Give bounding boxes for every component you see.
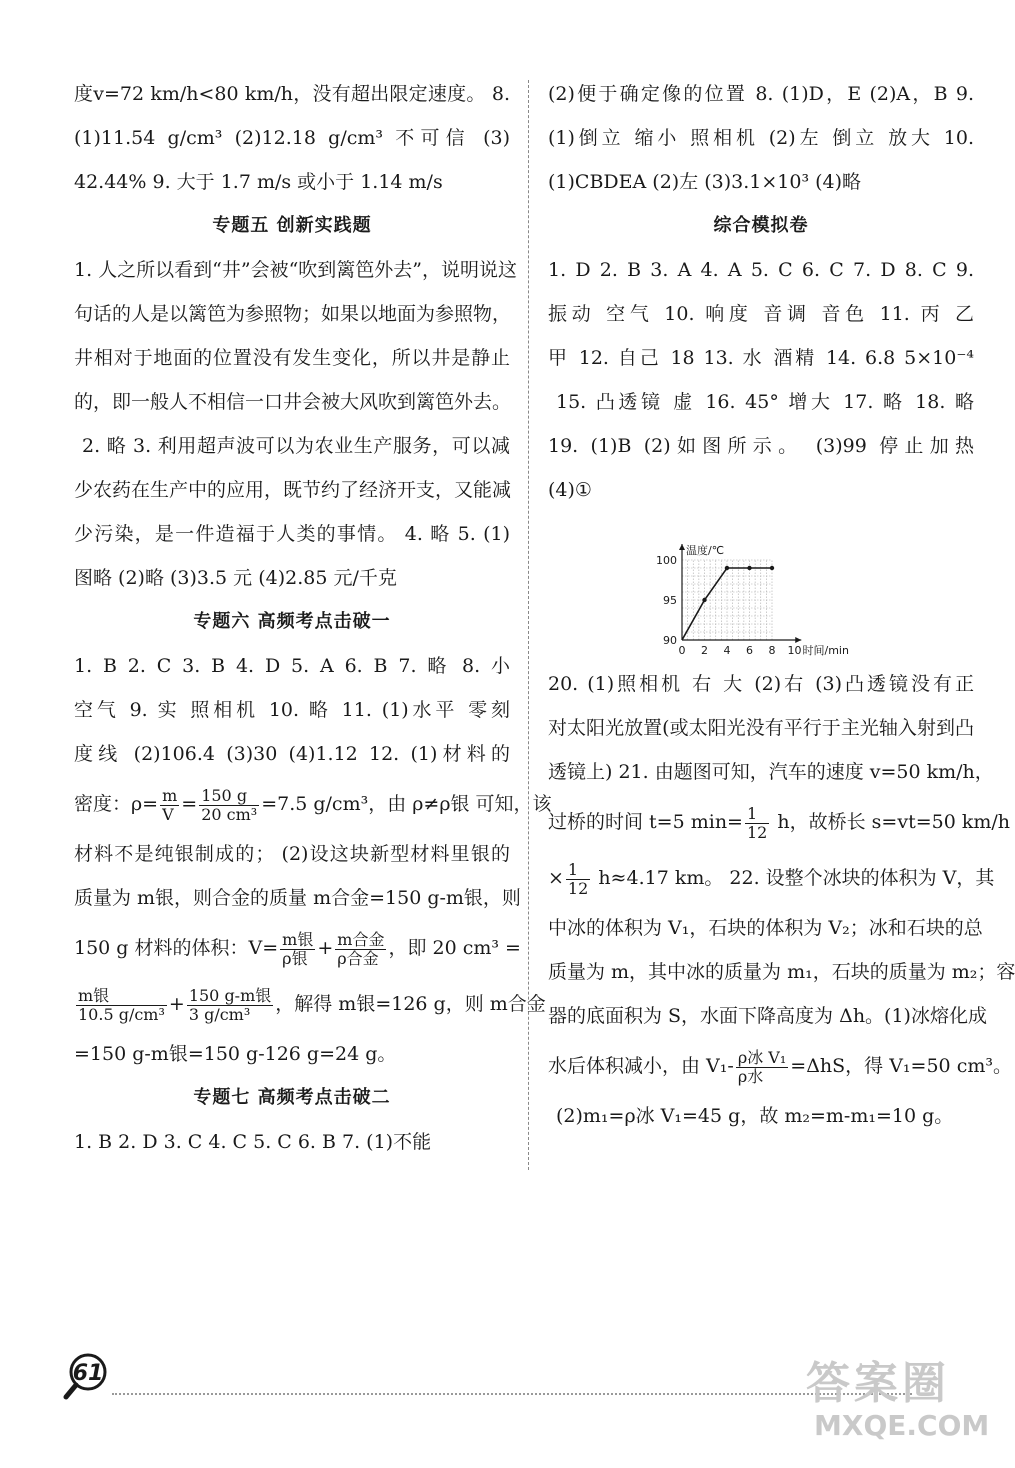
frac-den: ρ合金 bbox=[337, 948, 379, 968]
y-tick-label: 100 bbox=[656, 554, 677, 567]
left-line-c2: 度线 (2)106.4 (3)30 (4)1.12 12. (1)材料的 bbox=[74, 743, 510, 765]
right-line-c1: 对太阳光放置(或太阳光没有平行于主光轴入射到凸 bbox=[548, 717, 974, 739]
length-suffix: h≈4.17 km。 22. 设整个冰块的体积为 V，其 bbox=[592, 867, 995, 889]
fraction-1-over-12 bbox=[745, 805, 769, 842]
frac-num: m bbox=[162, 785, 178, 805]
right-line-b3: 15. 凸透镜 虚 16. 45° 增大 17. 略 18. 略 bbox=[556, 391, 974, 413]
volume-prefix: 150 g 材料的体积：V= bbox=[74, 937, 279, 959]
right-line-b0: 1. D 2. B 3. A 4. A 5. C 6. C 7. D 8. C 9. bbox=[548, 259, 974, 281]
density-prefix: 密度：ρ= bbox=[74, 793, 159, 815]
fraction-m-over-v bbox=[160, 787, 179, 824]
frac-den: 10.5 g/cm³ bbox=[78, 1004, 165, 1024]
right-line-c2: 透镜上) 21. 由题图可知，汽车的速度 v=50 km/h， bbox=[548, 761, 994, 783]
plus-sign: + bbox=[317, 937, 334, 959]
footer-rule bbox=[112, 1393, 912, 1395]
volume-formula-line bbox=[74, 920, 521, 976]
frac-num: 150 g bbox=[199, 787, 259, 806]
y-axis-arrow bbox=[679, 544, 685, 550]
density-suffix: =7.5 g/cm³，由 ρ≠ρ银 可知，该 bbox=[261, 793, 552, 815]
fraction-msilver-over-10-5 bbox=[76, 987, 167, 1024]
y-tick-label: 95 bbox=[663, 594, 677, 607]
right-line-b2: 甲 12. 自己 18 13. 水 酒精 14. 6.8 5×10⁻⁴ bbox=[548, 347, 974, 369]
column-divider bbox=[528, 80, 529, 1170]
density-formula-line bbox=[74, 776, 552, 832]
x-tick-label: 4 bbox=[723, 644, 731, 657]
right-line-d2: 器的底面积为 S，水面下降高度为 Δh。(1)冰熔化成 bbox=[548, 1005, 987, 1027]
watermark bbox=[806, 1360, 989, 1444]
left-line-d1: 质量为 m银，则合金的质量 m合金=150 g-m银，则 bbox=[74, 887, 521, 909]
section6-title: 专题六 高频考点击破一 bbox=[193, 611, 391, 632]
temperature-chart bbox=[632, 512, 974, 662]
y-axis-label: 温度/℃ bbox=[686, 544, 725, 557]
fraction-150-over-20 bbox=[199, 787, 259, 824]
melt-formula-line bbox=[548, 1038, 1012, 1094]
right-line-d0: 中冰的体积为 V₁，石块的体积为 V₂；冰和石块的总 bbox=[548, 917, 983, 939]
left-line-b4: 2. 略 3. 利用超声波可以为农业生产服务，可以减 bbox=[82, 435, 510, 457]
left-line-b1: 句话的人是以篱笆为参照物；如果以地面为参照物， bbox=[74, 303, 512, 325]
section5-title: 专题五 创新实践题 bbox=[212, 215, 372, 236]
left-line-b7: 图略 (2)略 (3)3.5 元 (4)2.85 元/千克 bbox=[74, 567, 397, 589]
density-equals: = bbox=[181, 793, 198, 815]
left-line-a2: 42.44% 9. 大于 1.7 m/s 或小于 1.14 m/s bbox=[74, 171, 443, 193]
x-tick-label: 6 bbox=[746, 644, 753, 657]
x-axis-arrow bbox=[795, 637, 801, 643]
frac-num: 1 bbox=[745, 805, 769, 824]
right-column bbox=[548, 72, 1015, 1138]
melt-suffix: =ΔhS，得 V₁=50 cm³。 bbox=[790, 1055, 1012, 1077]
x-tick-label: 10 bbox=[787, 644, 802, 657]
frac-den: ρ银 bbox=[282, 948, 308, 968]
left-line-c0: 1. B 2. C 3. B 4. D 5. A 6. B 7. 略 8. 小 bbox=[74, 655, 510, 677]
data-point bbox=[725, 566, 729, 570]
temperature-chart-svg bbox=[632, 512, 852, 662]
x-tick-label: 0 bbox=[678, 644, 686, 657]
left-line-b6: 少污染，是一件造福于人类的事情。 4. 略 5. (1) bbox=[74, 523, 510, 545]
right-line-a1: (1)倒立 缩小 照相机 (2)左 倒立 放大 10. bbox=[548, 127, 974, 149]
page-number-badge bbox=[62, 1352, 110, 1400]
time-suffix: h，故桥长 s=vt=50 km/h bbox=[771, 811, 1011, 833]
left-line-b0: 1. 人之所以看到“井”会被“吹到篱笆外去”，说明说这 bbox=[74, 259, 518, 281]
length-formula-line bbox=[548, 850, 995, 906]
data-point bbox=[702, 598, 706, 602]
left-line-d0: 材料不是纯银制成的； (2)设这块新型材料里银的 bbox=[74, 843, 510, 865]
fraction-msilver-over-rhosilver bbox=[280, 931, 315, 968]
fraction-150-minus-msilver-over-3 bbox=[187, 987, 273, 1024]
frac-den: V bbox=[162, 804, 174, 824]
right-line-b1: 振动 空气 10. 响度 音调 音色 11. 丙 乙 bbox=[548, 303, 974, 325]
mock-exam-title: 综合模拟卷 bbox=[713, 215, 809, 236]
frac-num: m银 bbox=[76, 987, 167, 1006]
right-line-b4: 19. (1)B (2)如图所示。 (3)99 停止加热 bbox=[548, 435, 974, 457]
left-column bbox=[74, 72, 552, 1164]
watermark-top: 答案圈 bbox=[806, 1358, 950, 1409]
frac-den: 20 cm³ bbox=[201, 804, 258, 824]
plus-sign: + bbox=[168, 993, 185, 1015]
fraction-1-over-12 bbox=[566, 861, 590, 898]
melt-prefix: 水后体积减小，由 V₁- bbox=[548, 1055, 734, 1077]
time-formula-line bbox=[548, 794, 1011, 850]
x-tick-label: 8 bbox=[768, 644, 776, 657]
x-tick-label: 2 bbox=[701, 644, 708, 657]
frac-den: 12 bbox=[567, 878, 589, 898]
time-prefix: 过桥的时间 t=5 min= bbox=[548, 811, 743, 833]
right-line-c0: 20. (1)照相机 右 大 (2)右 (3)凸透镜没有正 bbox=[548, 673, 974, 695]
data-point bbox=[747, 566, 751, 570]
length-prefix: × bbox=[548, 867, 564, 889]
frac-den: 3 g/cm³ bbox=[188, 1004, 251, 1024]
solve-formula-line bbox=[74, 976, 546, 1032]
left-line-a1: (1)11.54 g/cm³ (2)12.18 g/cm³ 不可信 (3) bbox=[74, 127, 510, 149]
x-axis-label: 时间/min bbox=[802, 644, 849, 657]
frac-den: 12 bbox=[746, 822, 768, 842]
watermark-bottom: MXQE.COM bbox=[814, 1409, 990, 1442]
magnifier-icon bbox=[62, 1352, 110, 1400]
data-point bbox=[770, 566, 774, 570]
right-line-a0: (2)便于确定像的位置 8. (1)D，E (2)A，B 9. bbox=[548, 83, 974, 105]
left-line-a0: 度v=72 km/h<80 km/h，没有超出限定速度。 8. bbox=[74, 83, 510, 105]
left-line-e: =150 g-m银=150 g-126 g=24 g。 bbox=[74, 1043, 397, 1065]
fraction-rhoV-over-rho bbox=[736, 1049, 788, 1086]
section7-title: 专题七 高频考点击破二 bbox=[193, 1087, 391, 1108]
left-line-f: 1. B 2. D 3. C 4. C 5. C 6. B 7. (1)不能 bbox=[74, 1131, 432, 1153]
frac-num: m银 bbox=[282, 929, 314, 949]
frac-den: ρ水 bbox=[737, 1066, 764, 1086]
right-line-e: (2)m₁=ρ冰 V₁=45 g，故 m₂=m-m₁=10 g。 bbox=[556, 1105, 954, 1127]
left-line-b2: 井相对于地面的位置没有发生变化，所以井是静止 bbox=[74, 347, 510, 369]
frac-num: 1 bbox=[566, 861, 590, 880]
left-line-b3: 的，即一般人不相信一口井会被大风吹到篱笆外去。 bbox=[74, 391, 512, 413]
right-line-d1: 质量为 m，其中冰的质量为 m₁，石块的质量为 m₂；容 bbox=[548, 961, 1015, 983]
volume-suffix: ，即 20 cm³ = bbox=[388, 937, 521, 959]
right-line-a2: (1)CBDEA (2)左 (3)3.1×10³ (4)略 bbox=[548, 171, 862, 193]
frac-num: ρ冰 V₁ bbox=[737, 1047, 787, 1067]
left-line-c1: 空气 9. 实 照相机 10. 略 11. (1)水平 零刻 bbox=[74, 699, 510, 721]
page-number: 61 bbox=[72, 1361, 104, 1386]
frac-num: 150 g-m银 bbox=[188, 985, 272, 1005]
fraction-malloy-over-rhoalloy bbox=[335, 931, 386, 968]
solve-suffix: ，解得 m银=126 g，则 m合金 bbox=[275, 993, 546, 1015]
right-line-b5: (4)① bbox=[548, 479, 592, 501]
left-line-b5: 少农药在生产中的应用，既节约了经济开支，又能减 bbox=[74, 479, 512, 501]
y-tick-label: 90 bbox=[663, 634, 677, 647]
frac-num: m合金 bbox=[337, 929, 385, 949]
